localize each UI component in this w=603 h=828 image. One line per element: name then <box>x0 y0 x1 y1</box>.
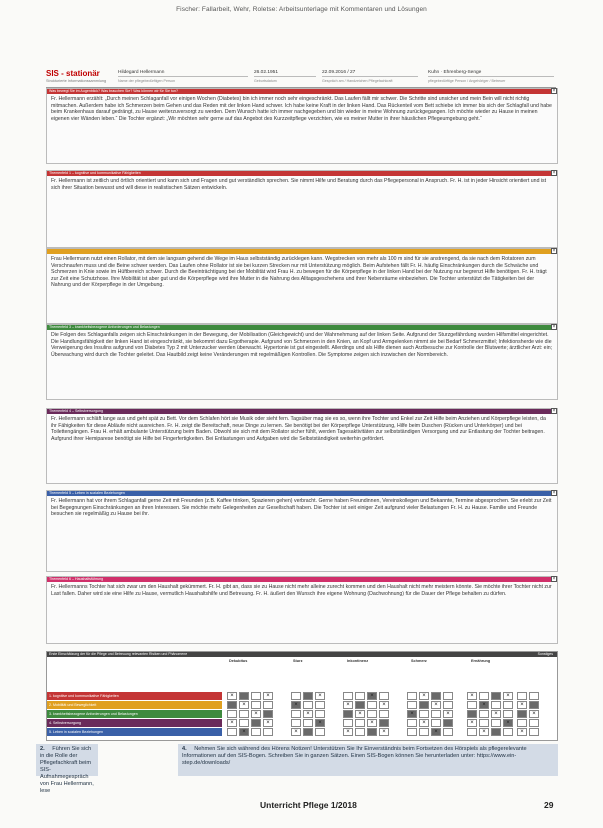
column-ernaehrung: Ernährung <box>471 659 491 663</box>
matrix-checkbox[interactable] <box>251 692 261 700</box>
signature-field[interactable]: Kuhn · Ehrenberg-Senge <box>428 70 482 75</box>
close-icon[interactable]: × <box>552 248 556 254</box>
matrix-right-title: Sonstiges <box>537 652 553 656</box>
matrix-checkbox[interactable]: × <box>343 701 353 709</box>
sis-block-household <box>46 576 558 644</box>
matrix-checkbox[interactable] <box>491 701 501 709</box>
matrix-checkbox[interactable]: × <box>503 692 513 700</box>
matrix-checkbox[interactable] <box>379 710 389 718</box>
patient-name-label: Name der pflegebedürftigen Person <box>118 79 175 83</box>
matrix-checkbox[interactable]: × <box>291 728 301 736</box>
interview-date-field[interactable]: 22.09.2016 / 27 <box>322 70 356 75</box>
matrix-checkbox[interactable] <box>367 710 377 718</box>
matrix-checkbox[interactable]: × <box>443 710 453 718</box>
matrix-checkbox[interactable]: × <box>367 692 377 700</box>
sis-block-cognition <box>46 170 558 248</box>
block-bar-label: Themenfeld 3 – krankheitsbezogene Anforderungen und Belastungen <box>49 325 160 329</box>
block-bar <box>47 89 557 94</box>
interview-date-label: Gespräch am / Handzeichen Pflegefachkraft <box>322 79 393 83</box>
matrix-checkbox[interactable]: × <box>367 719 377 727</box>
matrix-checkbox[interactable] <box>367 701 377 709</box>
matrix-checkbox[interactable] <box>491 719 501 727</box>
matrix-checkbox[interactable]: × <box>491 710 501 718</box>
matrix-checkbox[interactable] <box>491 692 501 700</box>
block-bar-label: Themenfeld 5 – Leben in sozialen Beziehungen <box>49 491 125 495</box>
task-number: 2. <box>40 746 45 752</box>
matrix-checkbox[interactable] <box>517 692 527 700</box>
matrix-checkbox[interactable]: × <box>227 719 237 727</box>
birth-date-underline <box>254 76 316 77</box>
matrix-checkbox[interactable]: × <box>479 701 489 709</box>
matrix-checkbox[interactable]: × <box>479 728 489 736</box>
matrix-checkbox[interactable] <box>263 710 273 718</box>
block-text[interactable]: Fr. Hellermann schläft lange aus und geht spät zu Bett. Vor dem Schlafen hört sie Musik oder sieht fern. Tagsüber mag sie es so, wenn ihre Tochter und Enkel zur Zeit Hilfe beim Anziehen und Körperpflege leisten, da ihr Fähigkeiten für diese Abläufe nicht ausreichen. Fr. H. zeigt die Bereitschaft, neue Dinge zu lernen. Sie benötigt bei der Körperpflege Unterstützung, Hilfe beim Duschen (Rücken und Unterkörper) und bei Toilettengängen. Frau H. erhält ambulante Unterstützung beim Baden. Obwohl sie sich mit dem Rollator sicher fühlt, werden Tagesaktivitäten zur selbstständigen Versorgung und zur Entlastung der Tochter beitragen. Aufgrund ihrer Hemiparese benötigt sie Hilfe bei Fingerfertigkeiten. Bei Entlastungen und Aufgaben wird die Selbstständigkeit weiterhin gefördert. <box>51 416 546 442</box>
task-box-4 <box>178 744 558 776</box>
matrix-checkbox[interactable] <box>355 719 365 727</box>
close-icon[interactable]: × <box>552 576 556 582</box>
birth-date-label: Geburtsdatum <box>254 79 277 83</box>
matrix-checkbox[interactable] <box>529 701 539 709</box>
matrix-checkbox[interactable] <box>239 710 249 718</box>
matrix-row-label: 5. Leben in sozialen Beziehungen <box>47 728 222 736</box>
matrix-checkbox[interactable] <box>419 728 429 736</box>
interview-date-underline <box>322 76 418 77</box>
matrix-row-label: 3. krankheitsbezogene Anforderungen und Belastungen <box>47 710 222 718</box>
sis-block-intro <box>46 88 558 164</box>
matrix-checkbox[interactable] <box>431 710 441 718</box>
matrix-checkbox[interactable] <box>467 728 477 736</box>
sis-subtitle: Strukturierte Informationssammlung <box>46 79 107 83</box>
block-text[interactable]: Frau Hellermann nutzt einen Rollator, mit dem sie langsam gehend die Wege im Haus selbstständig zurücklegen kann. Wegstrecken von mehr als 100 m sind für sie anstrengend, da sie nach dem Rotatoren zum Verschnaufen muss und die Beine schwer werden. Das Laufen ohne Rollator ist sie bei kurzen Strecken nur mit Unterstützung möglich. Beim Aufstehen fällt Fr. H. häufig Einschränkungen durch die Schwäche und Schmerzen in Knie sowie im Hüftbereich schwer. Durch die Beeinträchtigung bei der Mobilität wird Frau H. zu bewegen für die Körperpflege in der linken Hand bei der Nutzung nur begrenzt Hilfe benötigen. Fr. H. trägt zur Zeit eine Schutzhose. Ihre Mobilität ist aber gut und die Körperpflege wird ihre Mutter in die Nahrung des Alltagsgeschehens und ihrer Nebenräume einbeziehen. Die Tochter unterstützt die Tätigkeiten bei der Nahrung und der Körperpflege in der Umgebung. <box>51 256 547 289</box>
matrix-checkbox[interactable] <box>491 728 501 736</box>
sis-title: SIS - stationär <box>46 69 100 78</box>
block-bar <box>47 577 557 582</box>
matrix-checkbox[interactable] <box>303 692 313 700</box>
block-bar <box>47 171 557 176</box>
matrix-checkbox[interactable] <box>291 719 301 727</box>
matrix-checkbox[interactable] <box>503 710 513 718</box>
matrix-checkbox[interactable] <box>407 692 417 700</box>
matrix-checkbox[interactable]: × <box>419 692 429 700</box>
matrix-checkbox[interactable] <box>303 719 313 727</box>
sis-block-social <box>46 490 558 572</box>
matrix-checkbox[interactable] <box>303 728 313 736</box>
matrix-checkbox[interactable] <box>343 710 353 718</box>
matrix-checkbox[interactable]: × <box>431 728 441 736</box>
matrix-checkbox[interactable] <box>479 710 489 718</box>
column-schmerz: Schmerz <box>411 659 427 663</box>
matrix-checkbox[interactable] <box>503 728 513 736</box>
matrix-checkbox[interactable] <box>227 710 237 718</box>
block-text[interactable]: Fr. Hellermann erzählt: „Durch meinen Schlaganfall vor einigen Wochen (Diabetes) bin ich immer noch sehr eingeschränkt. Das Laufen fällt mir schwer. Die Schritte sind unsicher und mein Bein will nicht richtig mitmachen. Außerdem habe ich Schmerzen beim Gehen und das Reden mit der linken Hand schwer. Ich habe keine Kraft in der linken Hand. Das Rückenteil vom Bett schiebe ich immer bis sich der Schlagfall und habe beim Krankenhaus darauf gedrängt, zu Hause weiterzuversorgt zu werden. Dem Wunsch hatte ich immer nachgegeben und bin wieder in meine Wohnung zurückgegangen. Ich möchte wieder zu Hause in meinen eigenen vier Wänden leben.“ Die Tochter ergänzt: „Wir möchten sehr gerne auf das Angebot des Kurzzeitpflege verzichten, wie es meiner Mutter in ihrer häuslichen Pflegeumgebung geht.“ <box>51 96 552 122</box>
task-text[interactable]: Nehmen Sie sich während des Hörens Notizen! Unterstützen Sie Ihr Einverständnis beim Fortsetzen des Hörspiels als pflegerelevante Informationen auf den SIS-Bogen. Schreiben Sie in ganzen Sätzen. Einen SIS-Bogen können Sie herunterladen unter: https://www.ein-step.de/downloads/ <box>182 746 527 766</box>
matrix-checkbox[interactable] <box>343 692 353 700</box>
block-text[interactable]: Die Folgen des Schlaganfalls zeigen sich Einschränkungen in der Bewegung, der Mobilisation (Gleichgewicht) und der Wahrnehmung auf der linken Seite. Aufgrund der Sturzgefährdung wurden Hilfsmittel eingerichtet. Die Handlungsfähigkeit der linken Hand ist eingeschränkt, sie bekommt dazu Ergotherapie. Aufgrund von Schmerzen in den Knien, an Kopf und Armgelenken nimmt sie bei Bedarf Schmerzmittel; Infektionsherde wie die Verweigerung des Insulins aufgrund von Diabetes Typ 2 mit Unterzucker werden überwacht. Hypertonie ist gut eingestellt. Allerdings und als Hilfe dienen auch Arztbesuche zur Kontrolle der Blutwerte; ärztlicher Arzt: ein; Überwachung wird durch die Tochter geleitet. Das Hautbild zeigt keine Veränderungen mit regelmäßigen Kontrollen. Die Symptome zeigen sich inzwischen der Normbereich. <box>51 332 553 358</box>
block-bar-label: Themenfeld 1 – kognitive und kommunikative Fähigkeiten <box>49 171 141 175</box>
patient-name-field[interactable]: Hildegard Hellermann <box>118 70 165 75</box>
page-number: 29 <box>544 800 554 810</box>
matrix-checkbox[interactable] <box>529 692 539 700</box>
matrix-checkbox[interactable] <box>367 728 377 736</box>
matrix-checkbox[interactable] <box>503 701 513 709</box>
task-text: Führen Sie sich in die Rolle der Pflegefachkraft beim SIS-Aufnahmegespräch von Frau Hellermann, lese <box>40 746 94 794</box>
close-icon[interactable]: × <box>552 490 556 496</box>
matrix-checkbox[interactable]: × <box>227 692 237 700</box>
matrix-checkbox[interactable] <box>355 692 365 700</box>
matrix-checkbox[interactable] <box>431 719 441 727</box>
close-icon[interactable]: × <box>552 408 556 414</box>
task-number: 4. <box>182 746 187 752</box>
matrix-checkbox[interactable] <box>239 692 249 700</box>
column-sturz: Sturz <box>293 659 303 663</box>
matrix-checkbox[interactable]: × <box>303 710 313 718</box>
matrix-checkbox[interactable]: × <box>239 728 249 736</box>
block-bar-label: Themenfeld 6 – Haushaltsführung <box>49 577 104 581</box>
matrix-checkbox[interactable] <box>303 701 313 709</box>
matrix-checkbox[interactable]: × <box>379 701 389 709</box>
task-box-2 <box>36 744 98 794</box>
matrix-checkbox[interactable]: × <box>251 710 261 718</box>
block-bar <box>47 409 557 414</box>
matrix-checkbox[interactable]: × <box>355 710 365 718</box>
matrix-checkbox[interactable] <box>251 728 261 736</box>
matrix-checkbox[interactable]: × <box>419 719 429 727</box>
matrix-checkbox[interactable] <box>379 692 389 700</box>
block-bar-label: Themenfeld 4 – Selbstversorgung <box>49 409 103 413</box>
block-bar-label: Was bewegt Sie im Augenblick? Was brauchen Sie? Was können wir für Sie tun? <box>49 89 179 93</box>
column-inkontinenz: Inkontinenz <box>347 659 369 663</box>
block-bar <box>47 249 557 254</box>
matrix-checkbox[interactable] <box>431 692 441 700</box>
block-bar <box>47 491 557 496</box>
matrix-row-label: 1. kognitive und kommunikative Fähigkeiten <box>47 692 222 700</box>
matrix-checkbox[interactable] <box>479 719 489 727</box>
matrix-row-label: 2. Mobilität und Beweglichkeit <box>47 701 222 709</box>
block-bar <box>47 325 557 330</box>
matrix-checkbox[interactable]: × <box>239 701 249 709</box>
matrix-checkbox[interactable]: × <box>263 719 273 727</box>
matrix-checkbox[interactable] <box>227 701 237 709</box>
matrix-checkbox[interactable]: × <box>467 719 477 727</box>
matrix-checkbox[interactable] <box>379 719 389 727</box>
matrix-checkbox[interactable]: × <box>517 701 527 709</box>
matrix-checkbox[interactable]: × <box>263 692 273 700</box>
sis-block-illness <box>46 324 558 400</box>
matrix-checkbox[interactable] <box>419 710 429 718</box>
sis-block-mobility <box>46 248 558 324</box>
matrix-checkbox[interactable] <box>443 692 453 700</box>
birth-date-field[interactable]: 26.02.1951 <box>254 70 279 75</box>
matrix-checkbox[interactable]: × <box>529 710 539 718</box>
matrix-checkbox[interactable]: × <box>343 728 353 736</box>
matrix-checkbox[interactable]: × <box>431 701 441 709</box>
matrix-checkbox[interactable] <box>355 728 365 736</box>
matrix-checkbox[interactable] <box>263 728 273 736</box>
matrix-checkbox[interactable] <box>443 719 453 727</box>
matrix-checkbox[interactable] <box>443 701 453 709</box>
matrix-title: Erste Einschätzung der für die Pflege und Betreuung relevanten Risiken und Phänomene <box>49 652 188 656</box>
matrix-checkbox[interactable] <box>239 719 249 727</box>
matrix-checkbox[interactable] <box>407 701 417 709</box>
sis-header <box>46 69 556 88</box>
signature-underline <box>428 76 554 77</box>
footer-journal-title: Unterricht Pflege 1/2018 <box>260 800 357 810</box>
matrix-checkbox[interactable] <box>467 701 477 709</box>
sis-block-self-care <box>46 408 558 484</box>
block-text[interactable]: Fr. Hellermanns Tochter hat sich zwar um den Haushalt gekümmert. Fr. H. gibt an, dass sie zu Hause nicht mehr alleine zurecht kommen und den Haushalt nicht mehr meistern könnte. Sie möchte ihrer Tochter nicht zur Last fallen. Daher wird sie eine Hilfe zu Hause, vermutlich Haushaltshilfe und Betreuung. Fr. H. äußert den Wunsch ihre eigene Wohnung (Dachwohnung) für die Dauer der Pflege behalten zu dürfen. <box>51 584 552 597</box>
matrix-checkbox[interactable] <box>355 701 365 709</box>
matrix-checkbox[interactable] <box>517 719 527 727</box>
block-text[interactable]: Fr. Hellermann ist zeitlich und örtlich orientiert und kann sich und Fragen und gut verständlich sprechen. Sie nimmt Hilfe und Beratung durch das Pflegepersonal in Anspruch. Fr. H. ist in jeder Hinsicht orientiert und ist sich ihrer Situation bewusst und will diese in realistischen Sätzen entwickeln. <box>51 178 547 191</box>
close-icon[interactable]: × <box>552 170 556 176</box>
matrix-checkbox[interactable] <box>407 719 417 727</box>
matrix-checkbox[interactable] <box>315 710 325 718</box>
matrix-checkbox[interactable] <box>467 710 477 718</box>
matrix-checkbox[interactable] <box>443 728 453 736</box>
signature-label: pflegebedürftige Person / Angehöriger / Betreuer <box>428 79 506 83</box>
matrix-checkbox[interactable]: × <box>407 710 417 718</box>
matrix-checkbox[interactable] <box>251 701 261 709</box>
matrix-checkbox[interactable] <box>291 710 301 718</box>
matrix-checkbox[interactable]: × <box>315 692 325 700</box>
close-icon[interactable]: × <box>552 324 556 330</box>
matrix-checkbox[interactable] <box>529 719 539 727</box>
matrix-header <box>47 652 557 657</box>
matrix-checkbox[interactable]: × <box>517 728 527 736</box>
matrix-checkbox[interactable]: × <box>315 719 325 727</box>
matrix-checkbox[interactable]: × <box>291 701 301 709</box>
block-text[interactable]: Fr. Hellermann hat vor ihrem Schlaganfall gerne Zeit mit Freunden (z.B. Kaffee trinken, Spazieren gehen) verbracht. Gerne haben Freundinnen, Vereinskollegen und Bekannte, Termine abgesprochen. Sie erlebt zur Zeit bei Begegnungen Einschränkungen an ihren Interessen. Sie möchte mehr Gelegenheiten zur Gesellschaft haben. Die Tochter ist seit einiger Zeit aufgrund vieler Belastungen Fr. H. zu Hause. Familie und Freunde besuchen sie regelmäßig zu Hause bei ihr. <box>51 498 552 518</box>
patient-name-underline <box>118 76 248 77</box>
matrix-checkbox[interactable]: × <box>379 728 389 736</box>
matrix-checkbox[interactable]: × <box>503 719 513 727</box>
risk-matrix <box>46 651 558 741</box>
matrix-row-label: 4. Selbstversorgung <box>47 719 222 727</box>
matrix-checkbox[interactable] <box>291 692 301 700</box>
matrix-checkbox[interactable] <box>479 692 489 700</box>
running-head: Fischer: Fallarbeit, Wehr, Roletse: Arbeitsunterlage mit Kommentaren und Lösungen <box>176 6 427 13</box>
matrix-checkbox[interactable]: × <box>467 692 477 700</box>
matrix-checkbox[interactable] <box>315 728 325 736</box>
matrix-checkbox[interactable] <box>315 701 325 709</box>
matrix-checkbox[interactable] <box>529 728 539 736</box>
matrix-checkbox[interactable] <box>419 701 429 709</box>
matrix-checkbox[interactable] <box>251 719 261 727</box>
close-icon[interactable]: × <box>552 88 556 94</box>
matrix-checkbox[interactable] <box>263 701 273 709</box>
matrix-checkbox[interactable] <box>227 728 237 736</box>
matrix-checkbox[interactable] <box>407 728 417 736</box>
matrix-checkbox[interactable] <box>517 710 527 718</box>
column-dekubitus: Dekubitus <box>229 659 248 663</box>
matrix-checkbox[interactable] <box>343 719 353 727</box>
